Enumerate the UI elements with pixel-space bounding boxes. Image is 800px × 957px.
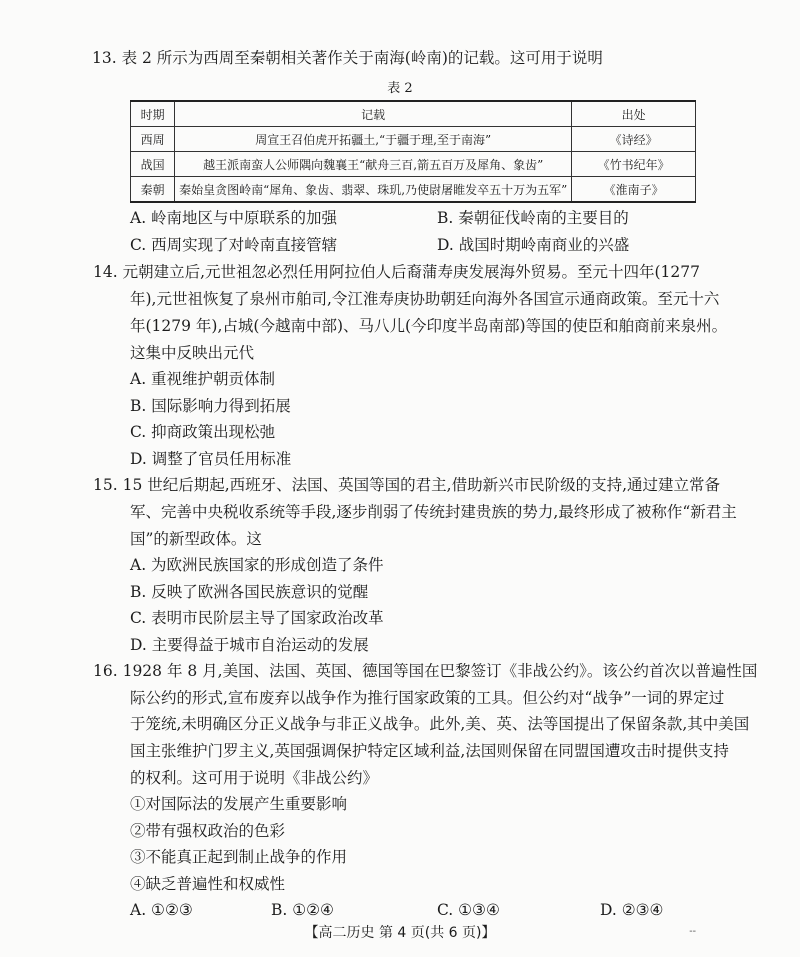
q14-option-b: B. 国际影响力得到拓展 <box>130 397 291 415</box>
cell-record: 周宣王召伯虎开拓疆土,“于疆于理,至于南海” <box>175 127 572 152</box>
corner-mark: -- <box>689 926 696 937</box>
header-record: 记载 <box>175 101 572 127</box>
cell-record: 秦始皇贪图岭南“犀角、象齿、翡翠、珠玑,乃使尉屠睢发卒五十万为五军” <box>175 177 572 203</box>
q14-option-d: D. 调整了官员任用标准 <box>130 450 292 468</box>
q13-option-b: B. 秦朝征伐岭南的主要目的 <box>437 209 629 227</box>
q16-option-a: A. ①②③ <box>130 901 193 919</box>
table-row <box>131 127 696 152</box>
cell-source: 《竹书纪年》 <box>572 152 696 177</box>
q16-line-4: 国主张维护门罗主义,英国强调保护特定区域利益,法国则保留在同盟国遭攻击时提供支持 <box>130 742 729 760</box>
q15-option-a: A. 为欧洲民族国家的形成创造了条件 <box>130 556 384 574</box>
q16-option-c: C. ①③④ <box>437 901 500 919</box>
q15-line-3: 国”的新型政体。这 <box>130 530 262 548</box>
page-footer: 【高二历史 第 4 页(共 6 页)】 <box>304 925 496 941</box>
q13-option-c: C. 西周实现了对岭南直接管辖 <box>130 236 338 254</box>
header-source: 出处 <box>572 101 696 127</box>
q14-line-4: 这集中反映出元代 <box>130 344 255 362</box>
q13-stem: 13. 表 2 所示为西周至秦朝相关著作关于南海(岭南)的记载。这可用于说明 <box>92 49 603 67</box>
q16-option-d: D. ②③④ <box>600 901 664 919</box>
q16-statement-3: ③不能真正起到制止战争的作用 <box>130 848 348 866</box>
q14-line-1: 14. 元朝建立后,元世祖忽必烈任用阿拉伯人后裔蒲寿庚发展海外贸易。至元十四年(1277 <box>93 263 701 281</box>
q14-line-3: 年(1279 年),占城(今越南中部)、马八儿(今印度半岛南部)等国的使臣和舶商前来泉州。 <box>130 317 728 335</box>
q14-option-c: C. 抑商政策出现松弛 <box>130 423 276 441</box>
q13-option-a: A. 岭南地区与中原联系的加强 <box>130 209 338 227</box>
table-caption: 表 2 <box>387 81 413 96</box>
q16-statement-1: ①对国际法的发展产生重要影响 <box>130 795 348 813</box>
cell-period: 战国 <box>131 152 175 177</box>
records-table <box>130 100 696 203</box>
q15-line-2: 军、完善中央税收系统等手段,逐步削弱了传统封建贵族的势力,最终形成了被称作“新君主 <box>130 503 737 521</box>
cell-period: 西周 <box>131 127 175 152</box>
q14-line-2: 年),元世祖恢复了泉州市舶司,令江淮寿庚协助朝廷向海外各国宣示通商政策。至元十六 <box>130 290 720 308</box>
q15-option-d: D. 主要得益于城市自治运动的发展 <box>130 636 369 654</box>
q15-line-1: 15. 15 世纪后期起,西班牙、法国、英国等国的君主,借助新兴市民阶级的支持,通过建立常备 <box>93 476 721 494</box>
q16-line-5: 的权利。这可用于说明《非战公约》 <box>130 769 379 787</box>
q16-line-1: 16. 1928 年 8 月,美国、法国、英国、德国等国在巴黎签订《非战公约》。该公约首次以普遍性国 <box>93 662 758 680</box>
table-header-row <box>131 101 696 127</box>
cell-period: 秦朝 <box>131 177 175 203</box>
q16-statement-4: ④缺乏普遍性和权威性 <box>130 875 286 893</box>
cell-record: 越王派南蛮人公师隅向魏襄王“献舟三百,箭五百万及犀角、象齿” <box>175 152 572 177</box>
q16-option-b: B. ①②④ <box>271 901 334 919</box>
cell-source: 《诗经》 <box>572 127 696 152</box>
q16-line-3: 于笼统,未明确区分正义战争与非正义战争。此外,美、英、法等国提出了保留条款,其中美国 <box>130 715 750 733</box>
q13-option-d: D. 战国时期岭南商业的兴盛 <box>437 236 630 254</box>
table-row <box>131 177 696 203</box>
q16-line-2: 际公约的形式,宣布废弃以战争作为推行国家政策的工具。但公约对“战争”一词的界定过 <box>130 689 725 707</box>
q14-option-a: A. 重视维护朝贡体制 <box>130 370 276 388</box>
q15-option-b: B. 反映了欧洲各国民族意识的觉醒 <box>130 583 369 601</box>
cell-source: 《淮南子》 <box>572 177 696 203</box>
q16-statement-2: ②带有强权政治的色彩 <box>130 822 286 840</box>
header-period: 时期 <box>131 101 175 127</box>
q15-option-c: C. 表明市民阶层主导了国家政治改革 <box>130 609 384 627</box>
table-row <box>131 152 696 177</box>
